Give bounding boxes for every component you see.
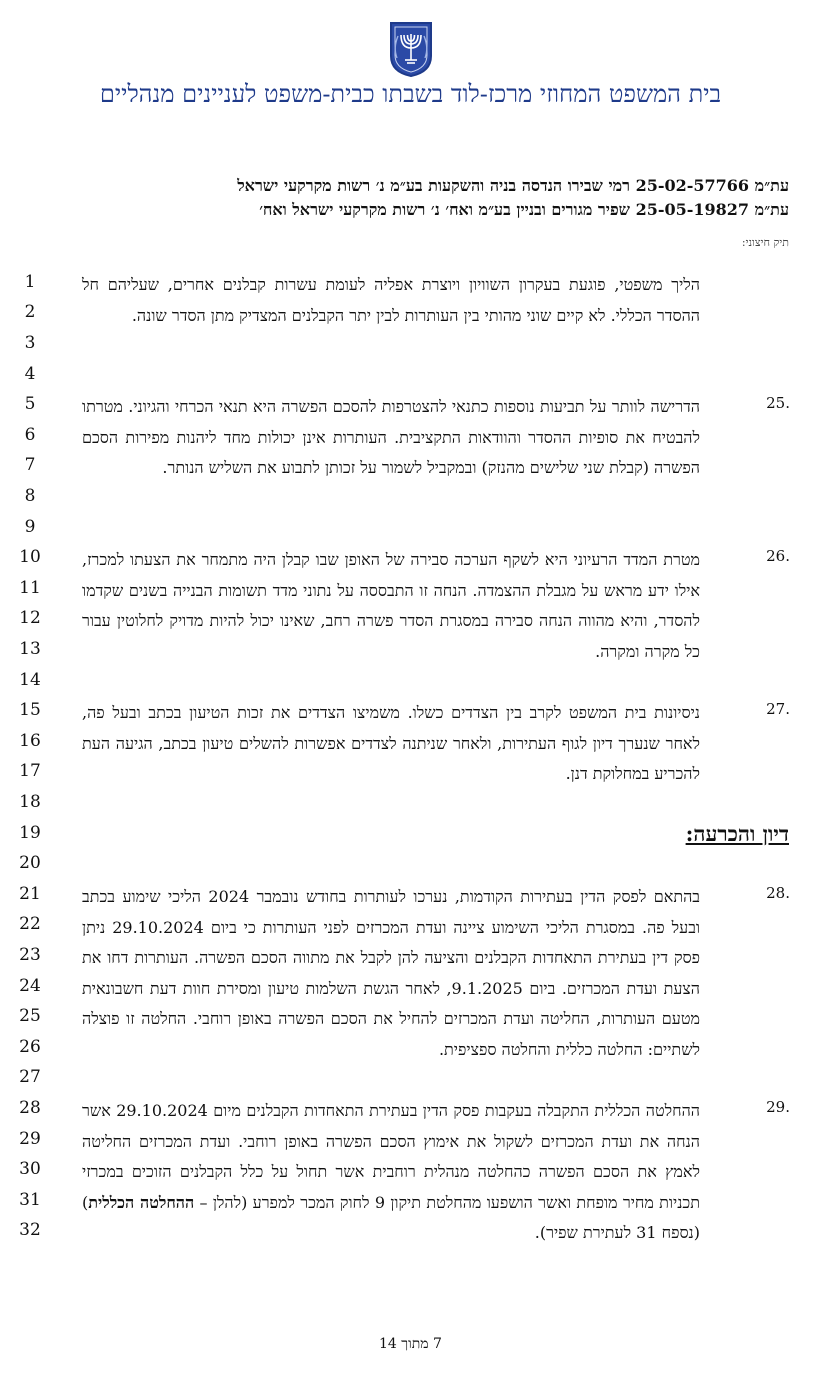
line-number: 9 xyxy=(24,517,36,537)
line-number: 2 xyxy=(24,302,36,322)
paragraph-29 xyxy=(82,1096,700,1249)
line-number: 28 xyxy=(19,1098,41,1118)
line-number: 6 xyxy=(24,425,36,445)
paragraph-text: ההחלטה הכללית התקבלה בעקבות פסק הדין בעתירת התאחדות הקבלנים מיום 29.10.2024 אשר הנחה את ועדת המכרזים לשקול את אימוץ הסכם הפשרה באופן רוחבי. ועדת המכרזים החליטה לאמץ את הסכם הפשרה כהחלטה מנהלית רוחבית אשר תחול על כלל הקבלנים הזוכים במכרזי תכניות מחיר מופחת ואשר הושפעו מהחלטת תיקון 9 לחוק המכר למפרע (להלן – xyxy=(82,1101,700,1212)
paragraph-continued: הליך משפטי, פוגעת בעקרון השוויון ויוצרת אפליה לעומת עשרות קבלנים אחרים, שעליהם חל ההסדר הכללי. לא קיים שוני מהותי בין העותרות לבין יתר הקבלנים המצדיק מתן הסדר שונה. xyxy=(82,275,700,325)
line-number: 14 xyxy=(19,670,41,690)
paragraph-26: מטרת המדד הרעיוני היא לשקף הערכה סבירה של האופן שבו קבלן היה מתמחר את הצעתו למכרז, אילו ידע מראש על מגבלת ההצמדה. הנחה זו התבססה על נתוני מדד תשומות הבנייה בשנים שקדמו להסדר, והיא מהווה הנחה סבירה במסגרת הסדר פשרה רחב, שאינו יכול להיות מדויק לחלוטין עבור כל מקרה ומקרה. xyxy=(82,550,700,661)
line-number: 10 xyxy=(19,547,41,567)
line-number: 22 xyxy=(19,914,41,934)
section-heading: דיון והכרעה: xyxy=(685,821,789,846)
line-number: 13 xyxy=(19,639,41,659)
line-number: 17 xyxy=(19,761,41,781)
court-name: בית המשפט המחוזי מרכז-לוד בשבתו כבית-משפט לעניינים מנהליים xyxy=(99,80,722,108)
line-number: 16 xyxy=(19,731,41,751)
paragraph-number: 28. xyxy=(766,884,790,902)
paragraph-25: הדרישה לוותר על תביעות נוספות כתנאי להצטרפות להסכם הפשרה היא תנאי הכרחי והגיוני. מטרתו להבטיח את סופיות ההסדר והוודאות התקציבית. העותרות אינן יכולות מחד ליהנות מפירות הסכם הפשרה (קבלת שני שלישים מהנזק) ובמקביל לשמור על זכותן לתבוע את השליש הנותר. xyxy=(82,397,700,478)
line-number: 15 xyxy=(19,700,41,720)
paragraph-28: בהתאם לפסק הדין בעתירות הקודמות, נערכו לעותרות בחודש נובמבר 2024 הליכי שימוע בכתב ובעל פה. במסגרת הליכי השימוע ציינה ועדת המכרזים לפני העותרות כי ביום 29.10.2024 ניתן פסק דין בעתירת התאחדות הקבלנים והציעה להן לקבל את מתווה הסכם הפשרה. העותרות דחו את הצעת ועדת המכרזים. ביום 9.1.2025, לאחר הגשת השלמות טיעון ומסירת חוות דעת חשבונאית מטעם העותרות, החליטה ועדת המכרזים להחיל את הסכם הפשרה באופן רוחבי. החלטה זו פוצלה לשתיים: החלטה כללית והחלטה ספציפית. xyxy=(82,887,701,1059)
paragraph-number: 29. xyxy=(766,1098,790,1116)
line-number: 12 xyxy=(19,608,41,628)
line-number: 19 xyxy=(19,823,41,843)
line-number: 11 xyxy=(19,578,41,598)
case-title-2: עת״מ 25-05-19827 שפיר מגורים ובניין בע״מ ואח׳ נ׳ רשות מקרקעי ישראל ואח׳ xyxy=(259,200,789,219)
line-number: 3 xyxy=(24,333,36,353)
line-number: 31 xyxy=(19,1190,41,1210)
defined-term: ההחלטה הכללית xyxy=(88,1192,195,1212)
line-number: 8 xyxy=(24,486,36,506)
line-number: 26 xyxy=(19,1037,41,1057)
line-number: 7 xyxy=(24,455,36,475)
paragraph-number: 25. xyxy=(766,394,790,412)
line-number: 23 xyxy=(19,945,41,965)
line-number: 32 xyxy=(19,1220,41,1240)
line-number: 21 xyxy=(19,884,41,904)
line-number: 5 xyxy=(24,394,36,414)
paragraph-number: 26. xyxy=(766,547,790,565)
case-title-1: עת״מ 25-02-57766 רמי שבירו הנדסה בניה והשקעות בע״מ נ׳ רשות מקרקעי ישראל xyxy=(237,176,789,195)
line-number: 25 xyxy=(19,1006,41,1026)
line-number: 20 xyxy=(19,853,41,873)
page-number: 7 מתוך 14 xyxy=(379,1336,442,1352)
external-file-label: תיק חיצוני: xyxy=(741,236,789,249)
line-number: 29 xyxy=(19,1129,41,1149)
paragraph-text: ) (נספח 31 לעתירת שפיר). xyxy=(82,1192,700,1243)
line-number: 30 xyxy=(19,1159,41,1179)
line-number: 24 xyxy=(19,976,41,996)
line-number: 1 xyxy=(24,272,36,292)
paragraph-number: 27. xyxy=(766,700,790,718)
paragraph-27: ניסיונות בית המשפט לקרב בין הצדדים כשלו. משמיצו הצדדים את זכות הטיעון בכתב ובעל פה, לאחר שנערך דיון לגוף העתירות, ולאחר שניתנה לצדדים אפשרות להשלים טיעון בכתב, הגיעה העת להכריע במחלוקת דנן. xyxy=(82,703,701,784)
line-number: 18 xyxy=(19,792,41,812)
line-number: 4 xyxy=(24,364,36,384)
line-number: 27 xyxy=(19,1067,41,1087)
state-emblem-icon xyxy=(388,20,434,78)
